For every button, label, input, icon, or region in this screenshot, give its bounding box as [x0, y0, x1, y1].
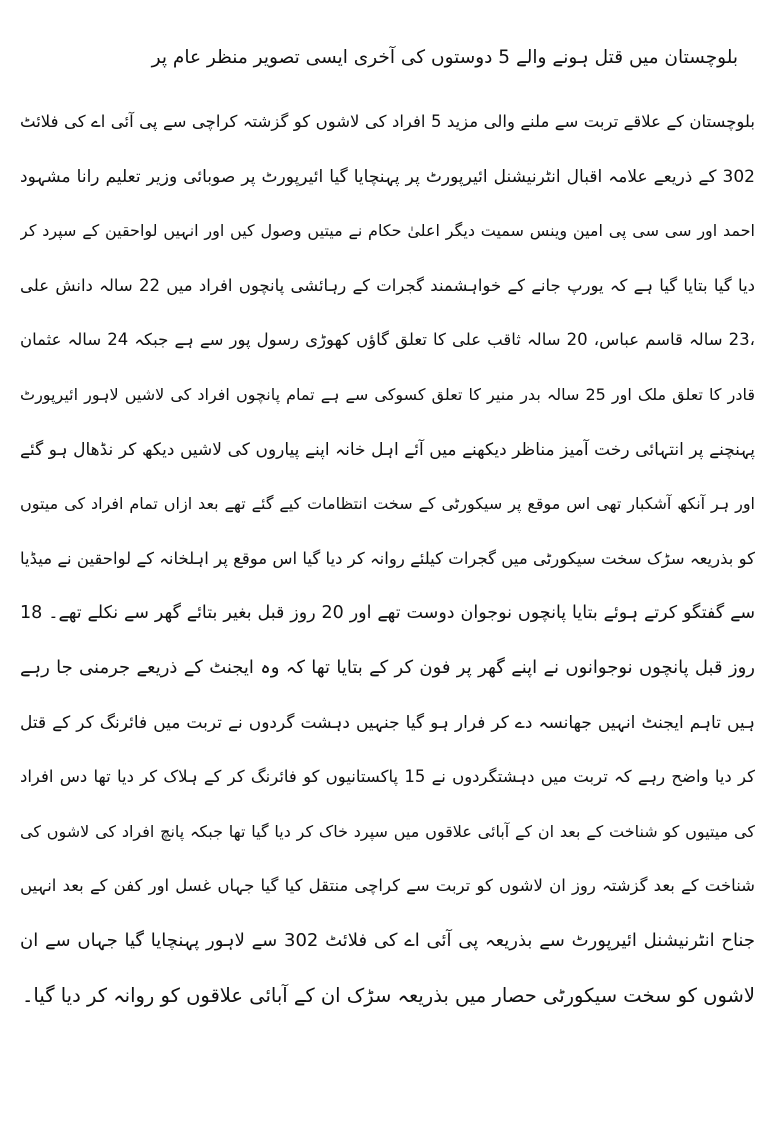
article-line: جناح انٹرنیشنل ائیرپورٹ سے بذریعہ پی آئی اے کی فلائٹ 302 سے لاہور پہنچایا گیا جہاں سے ان [20, 929, 755, 951]
article-line: بلوچستان کے علاقے تربت سے ملنے والی مزید 5 افراد کی لاشوں کو گزشتہ کراچی سے پی آئی اے کی فلائٹ [20, 112, 755, 131]
article-body [20, 95, 755, 1023]
article-line: احمد اور سی سی پی امین وینس سمیت دیگر اعلیٰ حکام نے میتیں وصول کیں اور انہیں لواحقین کے سپرد کر [20, 221, 755, 241]
article-line: اور ہر آنکھ آشکبار تھی اس موقع پر سیکورٹی کے سخت انتظامات کیے گئے تھے بعد ازاں تمام افراد کی میتوں [20, 494, 755, 514]
article-line: روز قبل پانچوں نوجوانوں نے اپنے گھر پر فون کر کے بتایا تھا کہ وہ ایجنٹ کے ذریعے جرمنی جا رہے [20, 656, 755, 678]
article-line: سے گفتگو کرتے ہوئے بتایا پانچوں نوجوان دوست تھے اور 20 روز قبل بغیر بتائے گھر سے نکلے تھے۔ 18 [20, 603, 755, 624]
article-headline: بلوچستان میں قتل ہونے والے 5 دوستوں کی آخری ایسی تصویر منظر عام پر [151, 47, 738, 68]
article-line: لاشوں کو سخت سیکورٹی حصار میں بذریعہ سڑک ان کے آبائی علاقوں کو روانہ کر دیا گیا۔ [21, 983, 755, 1007]
article-line: قادر کا تعلق ملک اور 25 سالہ بدر منیر کا تعلق کسوکی سے ہے تمام پانچوں افراد کی لاشیں لاہور ائیرپورٹ [20, 384, 755, 404]
article-line: کی میتیوں کو شناخت کے بعد ان کے آبائی علاقوں میں سپرد خاک کر دیا گیا تھا جبکہ پانچ افراد کی لاشوں کی [20, 821, 755, 841]
article-line: ہیں تاہم ایجنٹ انہیں جھانسہ دے کر فرار ہو گیا جنہیں دہشت گردوں نے تربت میں فائرنگ کر کے قتل [20, 712, 755, 733]
article-line: شناخت کے بعد گزشتہ روز ان لاشوں کو تربت سے کراچی منتقل کیا گیا جہاں غسل اور کفن کے بعد انہیں [20, 876, 755, 896]
article-line: کر دیا واضح رہے کہ تربت میں دہشتگردوں نے 15 پاکستانیوں کو فائرنگ کر کے ہلاک کر دیا تھا دس افراد [20, 767, 755, 787]
article-line: ،23 سالہ قاسم عباس، 20 سالہ ثاقب علی کا تعلق گاؤں کھوڑی رسول پور سے ہے جبکہ 24 سالہ عثمان [20, 330, 755, 350]
article-line: 302 کے ذریعے علامہ اقبال انٹرنیشنل ائیرپورٹ پر پہنچایا گیا ائیرپورٹ پر صوبائی وزیر تعلیم رانا مشہود [20, 166, 755, 187]
article-line: پہنچنے پر انتہائی رخت آمیز مناظر دیکھنے میں آئے اہل خانہ اپنے پیاروں کی لاشیں دیکھ کر نڈھال ہو گئے [20, 439, 755, 460]
article-line: کو بذریعہ سڑک سخت سیکورٹی میں گجرات کیلئے روانہ کر دیا گیا اس موقع پر اہلخانہ کے لواحقین نے میڈیا [20, 548, 755, 568]
article-line: دیا گیا بتایا گیا ہے کہ یورپ جانے کے خواہشمند گجرات کے رہائشی پانچوں افراد میں 22 سالہ دانش علی [20, 275, 755, 295]
